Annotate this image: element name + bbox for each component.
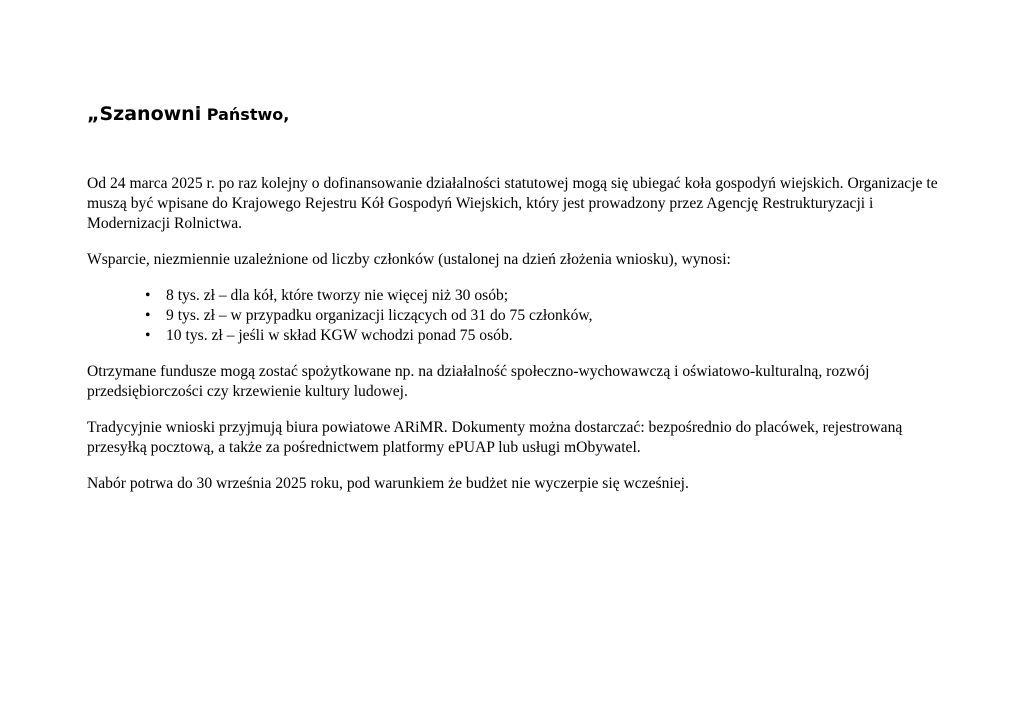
paragraph-intro: Od 24 marca 2025 r. po raz kolejny o dofinansowanie działalności statutowej mogą się ubiegać koła gospodyń wiejskich. Organizacje te muszą być wpisane do Krajowego Rejestru Kół Gospodyń Wiejskich, który jest prowadzony przez Agencję Restrukturyzacji i Modernizacji Rolnictwa. bbox=[87, 175, 938, 232]
list-item bbox=[145, 306, 947, 326]
list-item bbox=[145, 286, 947, 306]
letter-greeting bbox=[87, 90, 289, 128]
paragraph-applications: Tradycyjnie wnioski przyjmują biura powiatowe ARiMR. Dokumenty można dostarczać: bezpośrednio do placówek, rejestrowaną przesyłką pocztową, a także za pośrednictwem platformy ePUAP lub usługi mObywatel. bbox=[87, 419, 903, 456]
paragraph-funds-use: Otrzymane fundusze mogą zostać spożytkowane np. na działalność społeczno-wychowawczą i oświatowo-kulturalną, rozwój przedsiębiorczości czy krzewienie kultury ludowej. bbox=[87, 363, 870, 400]
list-item-text: 9 tys. zł – w przypadku organizacji liczących od 31 do 75 członków, bbox=[166, 307, 593, 324]
greeting-lead: „Szanowni bbox=[87, 103, 202, 125]
letter-body bbox=[87, 174, 947, 510]
list-item-text: 8 tys. zł – dla kół, które tworzy nie więcej niż 30 osób; bbox=[166, 287, 509, 304]
bullet-icon: • bbox=[145, 287, 151, 304]
support-tier-list bbox=[87, 286, 947, 346]
list-item bbox=[145, 326, 947, 346]
paragraph-deadline: Nabór potrwa do 30 września 2025 roku, pod warunkiem że budżet nie wyczerpie się wcześniej. bbox=[87, 475, 689, 492]
bullet-icon: • bbox=[145, 327, 151, 344]
greeting-rest: Państwo, bbox=[201, 105, 290, 124]
bullet-icon: • bbox=[145, 307, 151, 324]
paragraph-support-intro: Wsparcie, niezmiennie uzależnione od liczby członków (ustalonej na dzień złożenia wniosku), wynosi: bbox=[87, 251, 731, 268]
list-item-text: 10 tys. zł – jeśli w skład KGW wchodzi ponad 75 osób. bbox=[166, 327, 513, 344]
